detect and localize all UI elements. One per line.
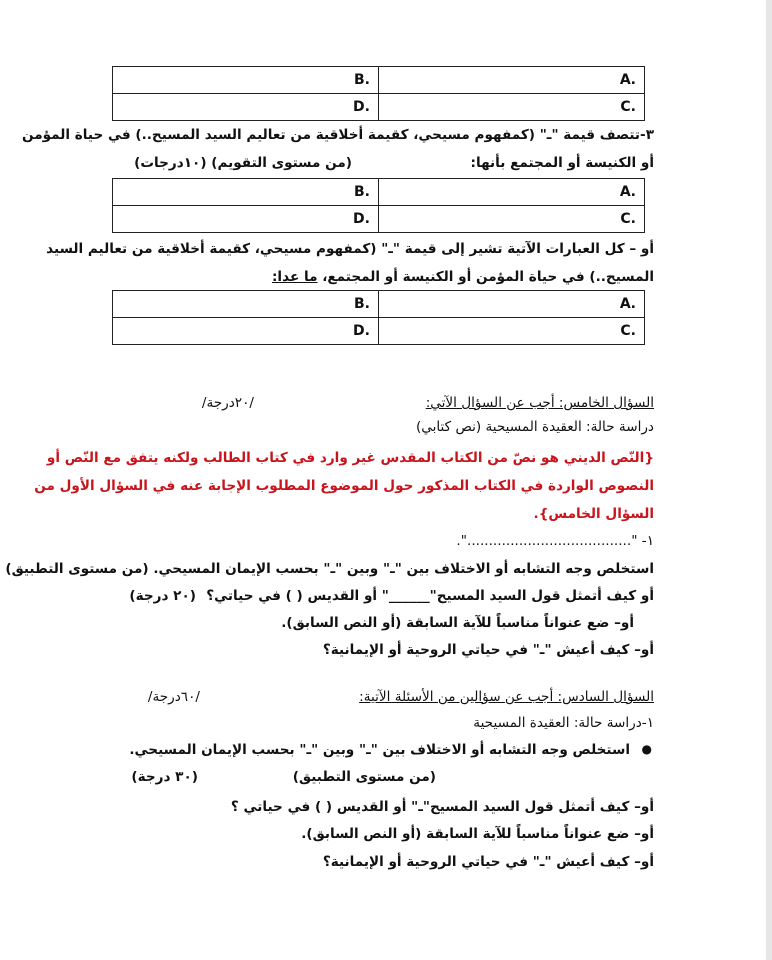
q5-score: /٢٠درجة/ — [201, 395, 254, 411]
alt-line1: أو – كل العبارات الآتية تشير إلى قيمة "ـ" (كمفهوم مسيحي، كقيمة أخلاقية من تعاليم السيد — [46, 241, 654, 257]
options-table-2 — [112, 178, 645, 233]
q5-heading: السؤال الخامس: أجب عن السؤال الآتي: — [425, 395, 654, 411]
option-a-cell: .A — [379, 291, 645, 318]
q6-heading: السؤال السادس: أجب عن سؤالين من الأسئلة الآتية: — [359, 689, 654, 705]
options-table-1 — [112, 66, 645, 121]
alt-line2-text: المسيح..) في حياة المؤمن أو الكنيسة أو المجتمع، — [322, 269, 654, 285]
q6-live: أو– كيف أعيش "ـ" في حياتي الروحية أو الإيمانية؟ — [322, 854, 654, 870]
table-row — [113, 206, 645, 233]
q5-note-line2: النصوص الواردة في الكتاب المذكور حول الموضوع المطلوب الإجابة عنه في السؤال الأول من — [34, 478, 654, 494]
options-table-3 — [112, 290, 645, 345]
option-b-cell: .B — [113, 291, 379, 318]
option-b-cell: .B — [113, 67, 379, 94]
except-label: ما عدا: — [272, 269, 318, 285]
q5-live: أو– كيف أعيش "ـ" في حياتي الروحية أو الإيمانية؟ — [322, 642, 654, 658]
q6-how: أو– كيف أتمثل قول السيد المسيح"ـ" أو القديس ( ) في حياتي ؟ — [230, 799, 654, 815]
q6-score: /٦٠درجة/ — [147, 689, 200, 705]
q3-line1: ٣-تتصف قيمة "ـ" (كمفهوم مسيحي، كقيمة أخلاقية من تعاليم السيد المسيح..) في حياة المؤمن — [21, 127, 654, 143]
q3-level: (من مستوى التقويم) (١٠درجات) — [134, 155, 352, 171]
q6-level: (من مستوى التطبيق) — [292, 769, 436, 785]
q6-case: ١-دراسة حالة: العقيدة المسيحية — [473, 715, 654, 731]
q6-extract: استخلص وجه التشابه أو الاختلاف بين "ـ" وبين "ـ" بحسب الإيمان المسيحي. — [129, 742, 630, 758]
option-b-cell: .B — [113, 179, 379, 206]
table-row — [113, 318, 645, 345]
option-a-cell: .A — [379, 67, 645, 94]
bullet-icon: ● — [641, 742, 652, 756]
table-row — [113, 67, 645, 94]
option-c-cell: .C — [379, 318, 645, 345]
option-d-cell: .D — [113, 206, 379, 233]
q6-level-score: (٣٠ درجة) — [131, 769, 198, 785]
q5-how: أو كيف أتمثل قول السيد المسيح"______" أو القديس ( ) في حياتي؟ — [206, 588, 654, 604]
alt-line2 — [272, 266, 654, 288]
q5-note-line3: السؤال الخامس}. — [533, 506, 654, 522]
q5-note-line1: {النّص الديني هو نصّ من الكتاب المقدس غير وارد في كتاب الطالب ولكنه يتفق مع النّص أو — [46, 450, 654, 466]
table-row — [113, 291, 645, 318]
q5-case: دراسة حالة: العقيدة المسيحية (نص كتابي) — [416, 419, 654, 435]
q6-title: أو– ضع عنواناً مناسباً للآية السابقة (أو النص السابق). — [301, 826, 654, 842]
q5-how-score: (٢٠ درجة) — [129, 588, 196, 604]
table-row — [113, 94, 645, 121]
option-d-cell: .D — [113, 94, 379, 121]
option-a-cell: .A — [379, 179, 645, 206]
q3-line2: أو الكنيسة أو المجتمع بأنها: — [470, 155, 654, 171]
option-c-cell: .C — [379, 94, 645, 121]
q5-extract: استخلص وجه التشابه أو الاختلاف بين "ـ" وبين "ـ" بحسب الإيمان المسيحي. (من مستوى التطبيق) — [5, 561, 654, 577]
page-edge — [766, 0, 772, 960]
q5-item1: ١- "......................................". — [456, 533, 654, 549]
option-d-cell: .D — [113, 318, 379, 345]
q5-title: أو– ضع عنواناً مناسباً للآية السابقة (أو النص السابق). — [281, 615, 634, 631]
table-row — [113, 179, 645, 206]
option-c-cell: .C — [379, 206, 645, 233]
